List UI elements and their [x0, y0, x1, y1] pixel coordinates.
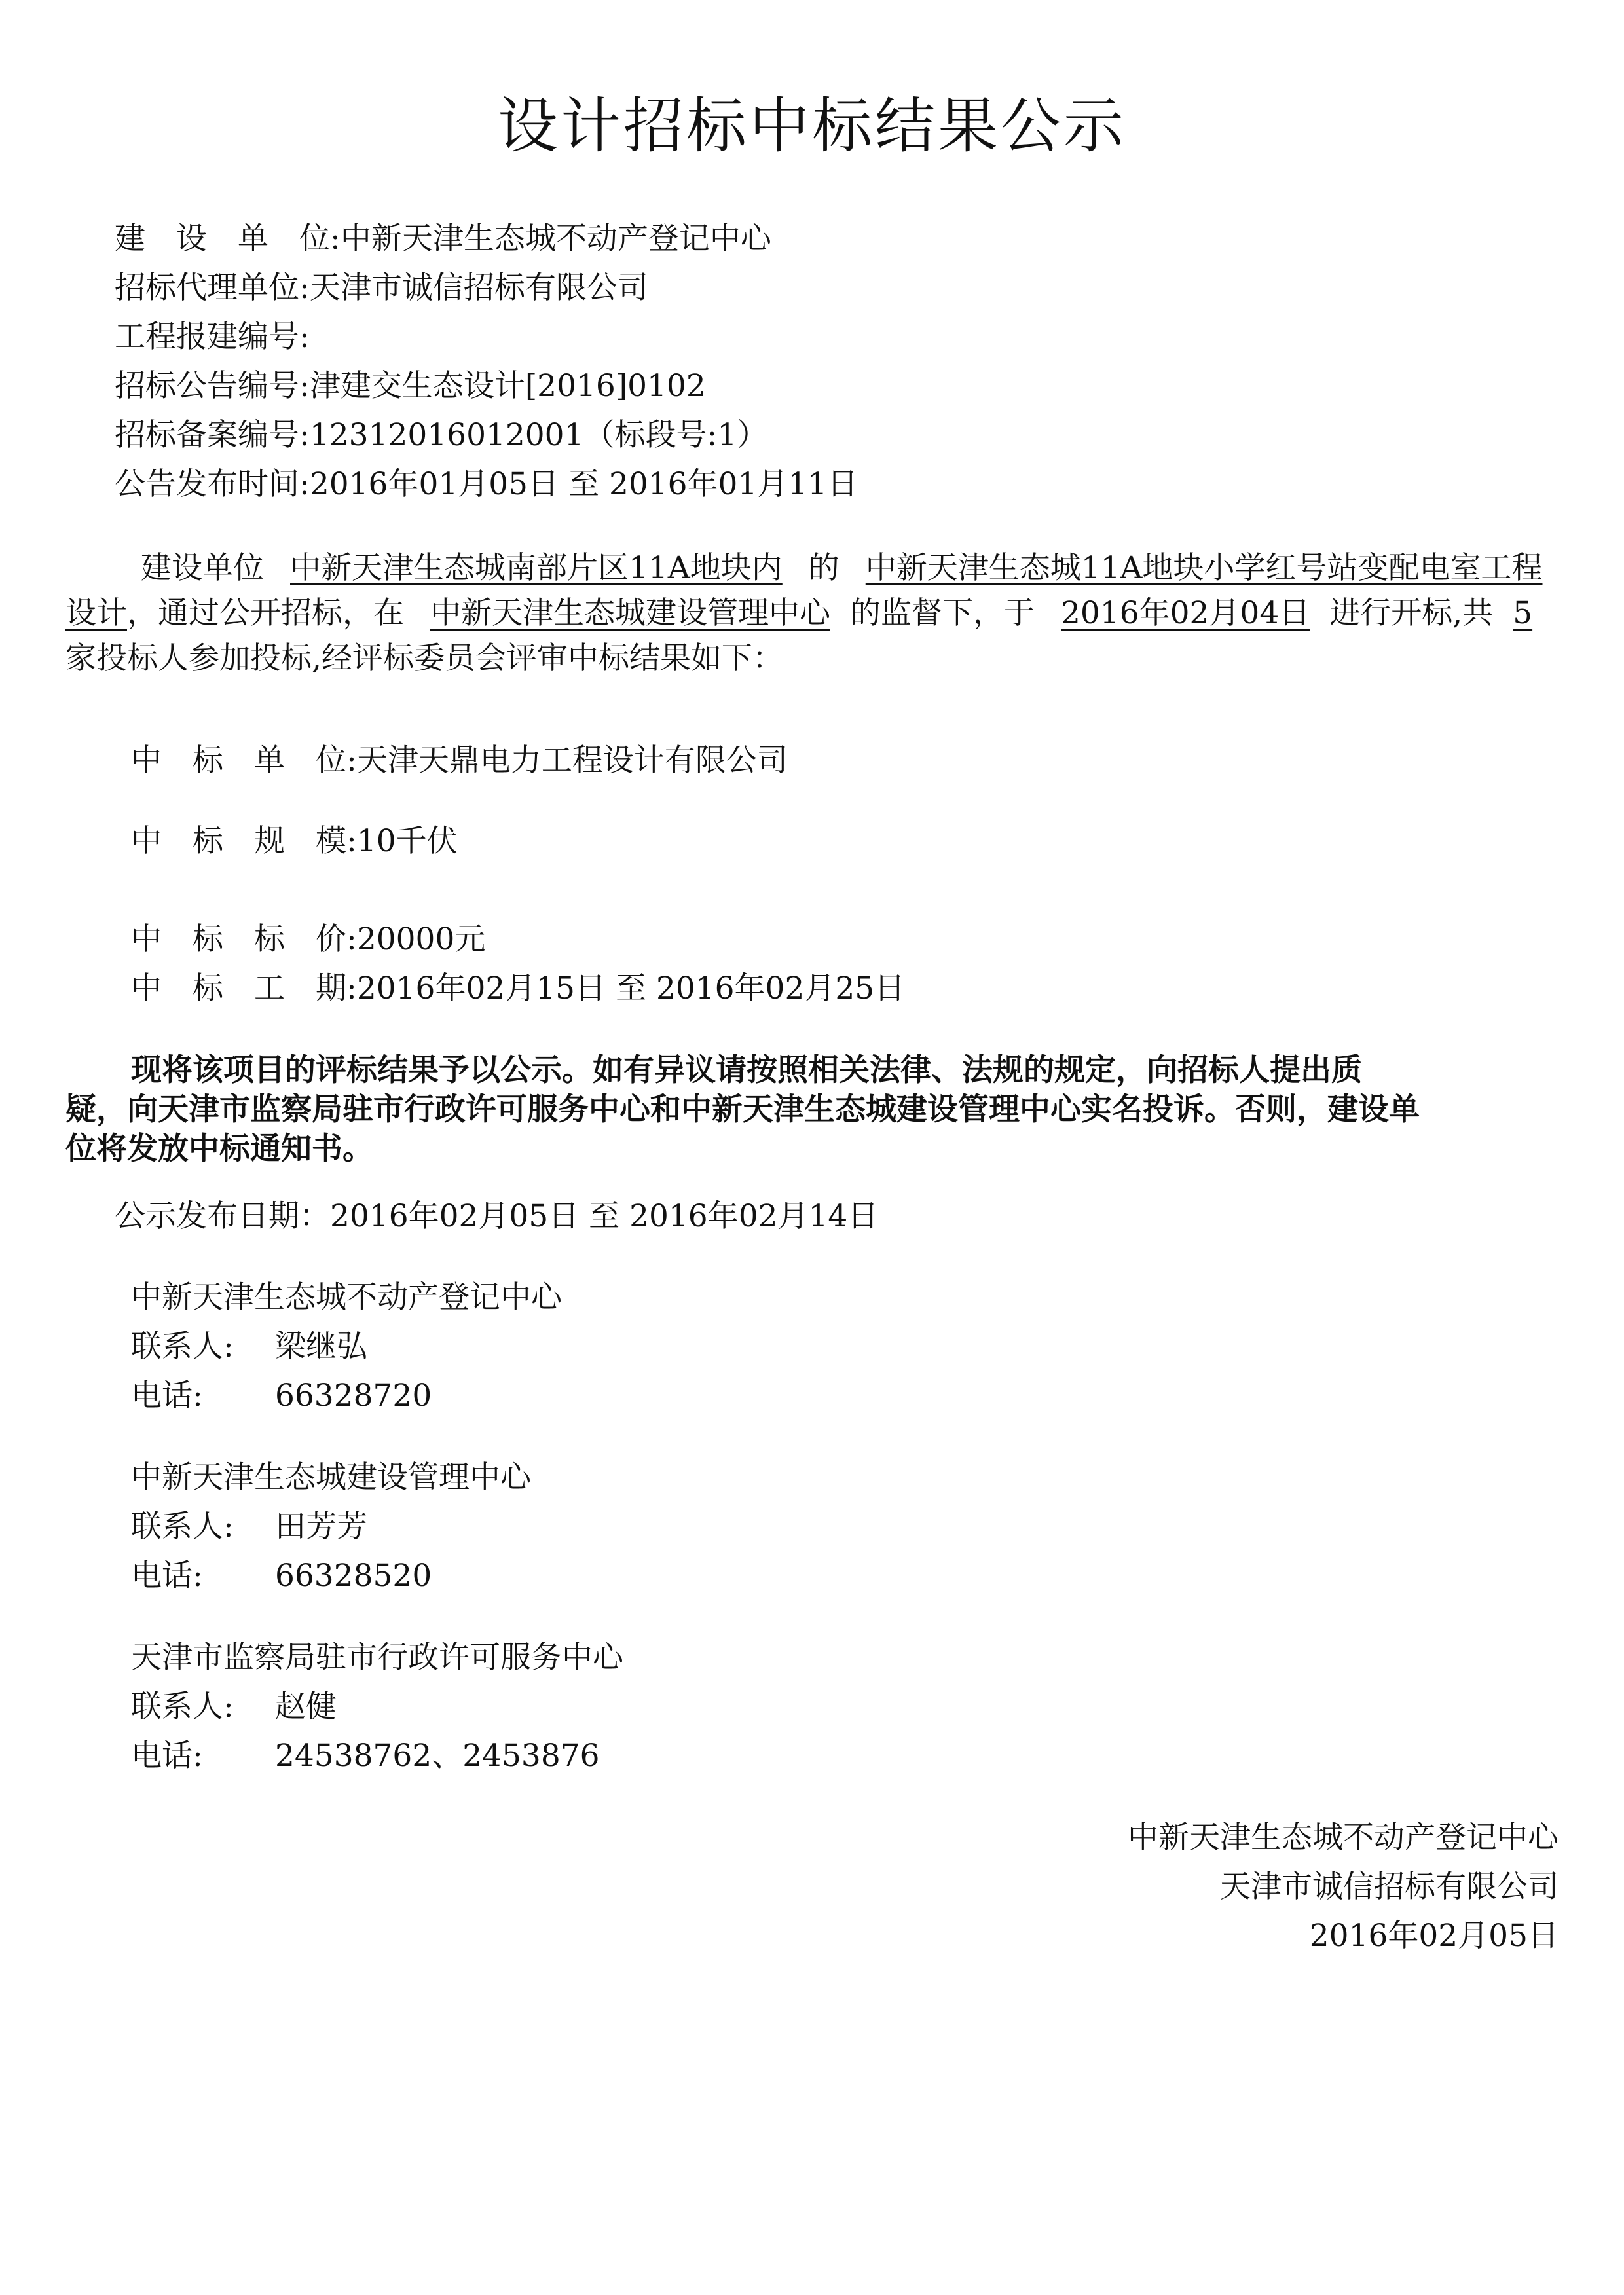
header-row-announcement-time [115, 465, 858, 504]
publish-date: 公示发布日期：2016年02月05日 至 2016年02月14日 [115, 1198, 879, 1234]
signature-org-1: 中新天津生态城不动产登记中心 [1128, 1820, 1559, 1856]
project-name: 中新天津生态城11A地块小学红号站变配电室工程 [865, 550, 1543, 586]
header-label: 招标公告编号: [115, 368, 310, 404]
header-value: 天津市诚信招标有限公司 [309, 270, 648, 306]
contact-phone: 66328520 [275, 1558, 432, 1594]
project-name-continued: 设计 [65, 595, 127, 631]
contact-person-row [131, 1507, 367, 1547]
contact-phone-label: 电话: [131, 1558, 203, 1594]
contact-phone-row [131, 1736, 600, 1776]
intro-line-3 [65, 639, 783, 678]
page-title: 设计招标中标结果公示 [497, 91, 1126, 161]
contact-phone: 66328720 [275, 1378, 432, 1414]
header-value: 2016年01月05日 至 2016年01月11日 [309, 466, 858, 502]
result-label: 中 标 标 价: [131, 921, 357, 957]
intro-text: 的监督下，于 [850, 595, 1035, 631]
contact-person-row [131, 1687, 337, 1727]
contact-person: 梁继弘 [275, 1329, 367, 1365]
contact-phone-row [131, 1376, 432, 1416]
result-price-row [131, 920, 485, 959]
contact-phone: 24538762、2453876 [275, 1738, 600, 1774]
intro-text: ，通过公开招标，在 [127, 595, 404, 631]
contact-person: 田芳芳 [275, 1509, 367, 1545]
intro-line-1 [141, 549, 1543, 588]
result-winner-row [131, 741, 788, 780]
contact-phone-label: 电话: [131, 1378, 203, 1414]
opening-date: 2016年02月04日 [1061, 595, 1310, 631]
contact-org: 中新天津生态城不动产登记中心 [131, 1279, 562, 1315]
contact-person: 赵健 [275, 1689, 337, 1725]
contact-person-label: 联系人: [131, 1689, 234, 1725]
notice-line-3: 位将发放中标通知书。 [65, 1131, 373, 1167]
header-label: 招标备案编号: [115, 417, 310, 453]
contact-person-row [131, 1327, 367, 1367]
intro-line-2 [65, 594, 1532, 633]
contact-phone-row [131, 1556, 432, 1596]
contact-org: 天津市监察局驻市行政许可服务中心 [131, 1640, 623, 1676]
header-value: 中新天津生态城不动产登记中心 [340, 221, 771, 257]
header-row-project-number [115, 318, 310, 357]
notice-line-1: 现将该项目的评标结果予以公示。如有异议请按照相关法律、法规的规定，向招标人提出质 [131, 1052, 1362, 1088]
contact-phone-label: 电话: [131, 1738, 203, 1774]
winning-scale: 10千伏 [356, 823, 458, 859]
winning-period: 2016年02月15日 至 2016年02月25日 [356, 970, 906, 1006]
contact-person-label: 联系人: [131, 1329, 234, 1365]
intro-text: 的 [808, 550, 840, 586]
result-label: 中 标 规 模: [131, 823, 357, 859]
header-row-record-number [115, 416, 767, 455]
winning-price: 20000元 [356, 921, 486, 957]
result-scale-row [131, 822, 458, 861]
header-value: 津建交生态设计[2016]0102 [309, 368, 706, 404]
bidder-count: 5 [1513, 595, 1533, 631]
result-label: 中 标 单 位: [131, 743, 357, 779]
header-label: 建 设 单 位: [115, 221, 341, 257]
intro-text: 进行开标,共 [1329, 595, 1494, 631]
header-label: 工程报建编号: [115, 319, 310, 355]
header-value: 12312016012001（标段号:1） [309, 417, 768, 453]
header-row-agency [115, 268, 648, 308]
signature-date: 2016年02月05日 [1309, 1918, 1559, 1954]
intro-text: 建设单位 [141, 550, 264, 586]
header-row-builder [115, 219, 771, 259]
contact-org: 中新天津生态城建设管理中心 [131, 1460, 531, 1496]
winning-bidder: 天津天鼎电力工程设计有限公司 [356, 743, 788, 779]
intro-text: 家投标人参加投标,经评标委员会评审中标结果如下： [65, 640, 783, 676]
contact-person-label: 联系人: [131, 1509, 234, 1545]
result-period-row [131, 969, 905, 1008]
project-location: 中新天津生态城南部片区11A地块内 [290, 550, 783, 586]
supervisor-org: 中新天津生态城建设管理中心 [430, 595, 830, 631]
header-row-announcement-number [115, 367, 706, 406]
notice-line-2: 疑，向天津市监察局驻市行政许可服务中心和中新天津生态城建设管理中心实名投诉。否则，建设单 [65, 1092, 1420, 1128]
result-label: 中 标 工 期: [131, 970, 357, 1006]
header-label: 公告发布时间: [115, 466, 310, 502]
signature-org-2: 天津市诚信招标有限公司 [1220, 1869, 1559, 1905]
header-label: 招标代理单位: [115, 270, 310, 306]
